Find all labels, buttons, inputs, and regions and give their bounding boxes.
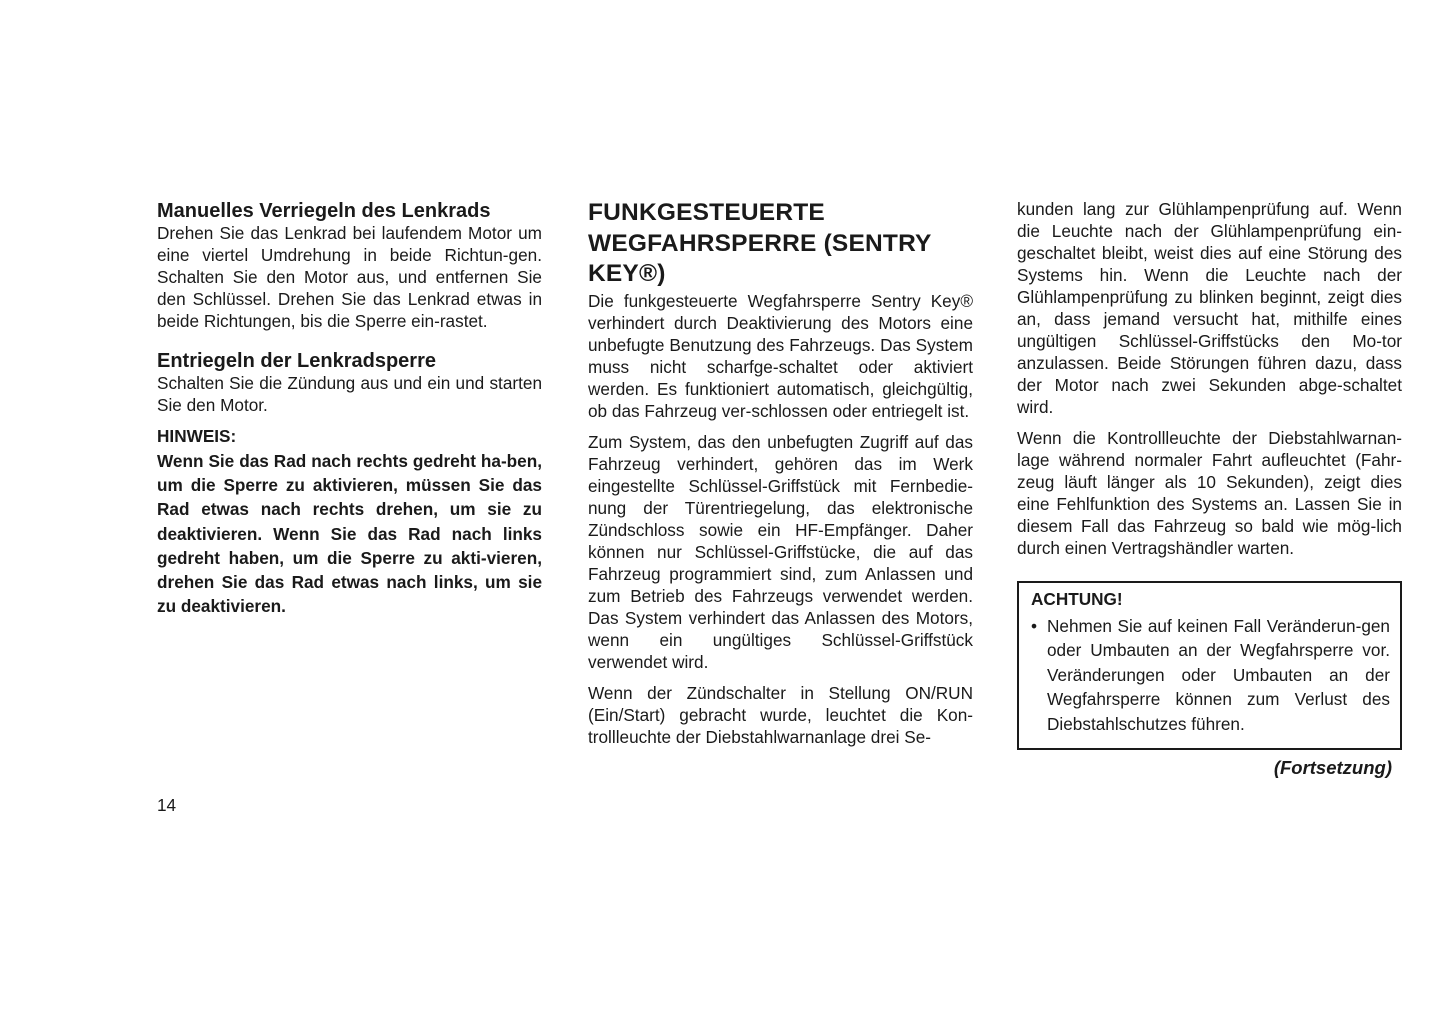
paragraph-bulb-check: kunden lang zur Glühlampenprüfung auf. Wenn die Leuchte nach der Glühlampenprüfung ein-geschaltet bleibt, weist dies auf eine Störung des Systems hin. Wenn die Leuchte nach der Glühlampenprüfung zu blinken beginnt, zeigt dies an, dass jemand versucht hat, mithilfe eines ungültigen Schlüssel-Griffstücks den Mo-tor anzulassen. Beide Störungen führen dazu, dass der Motor nach zwei Sekunden abge-schaltet wird. <box>1017 199 1402 417</box>
warning-text: Nehmen Sie auf keinen Fall Veränderun-gen oder Umbauten an der Wegfahrsperre vor. Veränderungen oder Umbauten an der Wegfahrsperre können zum Verlust des Diebstahlschutzes führen. <box>1047 616 1390 734</box>
heading-manual-steering-lock: Manuelles Verriegeln des Lenkrads <box>157 200 491 222</box>
paragraph-unlock-steering-lock: Schalten Sie die Zündung aus und ein und starten Sie den Motor. <box>157 373 542 415</box>
right-column <box>1017 198 1402 779</box>
section-title: FUNKGESTEUERTE WEGFAHRSPERRE (SENTRY KEY®) <box>588 199 932 287</box>
paragraph-manual-steering-lock: Drehen Sie das Lenkrad bei laufendem Motor um eine viertel Umdrehung in beide Richtun-gen. Schalten Sie den Motor aus, und entfernen Sie den Schlüssel. Drehen Sie das Lenkrad etwas in beide Richtungen, bis die Sperre ein-rastet. <box>157 223 542 331</box>
page-number: 14 <box>157 795 177 815</box>
warning-title: ACHTUNG! <box>1031 589 1123 609</box>
continued-label: (Fortsetzung) <box>1273 757 1392 779</box>
note-label: HINWEIS: <box>157 426 237 446</box>
left-column <box>157 198 542 618</box>
note-text: Wenn Sie das Rad nach rechts gedreht ha-ben, um die Sperre zu aktivieren, müssen Sie das Rad etwas nach rechts drehen, um sie zu deaktivieren. Wenn Sie das Rad nach links gedreht haben, um die Sperre zu akti-vieren, drehen Sie das Rad etwas nach links, um sie zu deaktivieren. <box>157 451 542 617</box>
warning-box <box>1017 581 1402 750</box>
warning-list-item <box>1031 614 1390 736</box>
bullet-icon: • <box>1031 616 1038 636</box>
middle-column <box>588 198 973 748</box>
heading-unlock-steering-lock: Entriegeln der Lenkradsperre <box>157 350 436 372</box>
paragraph-sentry-key-system: Zum System, das den unbefugten Zugriff auf das Fahrzeug verhindert, gehören das im Werk eingestellte Schlüssel-Griffstück mit Fernbedie-nung der Türentriegelung, das elektronische Zündschloss sowie ein HF-Empfänger. Daher können nur Schlüssel-Griffstücke, die auf das Fahrzeug programmiert sind, zum Anlassen und zum Betrieb des Fahrzeugs verwendet werden. Das System verhindert das Anlassen des Motors, wenn ein ungültiges Schlüssel-Griffstück verwendet wird. <box>588 431 973 672</box>
paragraph-sentry-key-intro: Die funkgesteuerte Wegfahrsperre Sentry Key® verhindert durch Deaktivierung des Motors eine unbefugte Benutzung des Fahrzeugs. Das System muss nicht scharfge-schaltet oder aktiviert werden. Es funktioniert automatisch, gleichgültig, ob das Fahrzeug ver-schlossen oder entriegelt ist. <box>588 290 973 421</box>
paragraph-malfunction: Wenn die Kontrollleuchte der Diebstahlwarnan-lage während normaler Fahrt aufleuchtet (Fahr-zeug läuft länger als 10 Sekunden), zeigt dies eine Fehlfunktion des Systems an. Lassen Sie in diesem Fall das Fahrzeug so bald wie mög-lich durch einen Vertragshändler warten. <box>1017 428 1402 558</box>
paragraph-ignition-on: Wenn der Zündschalter in Stellung ON/RUN (Ein/Start) gebracht wurde, leuchtet die Kon-trollleuchte der Diebstahlwarnanlage drei Se- <box>588 682 973 747</box>
